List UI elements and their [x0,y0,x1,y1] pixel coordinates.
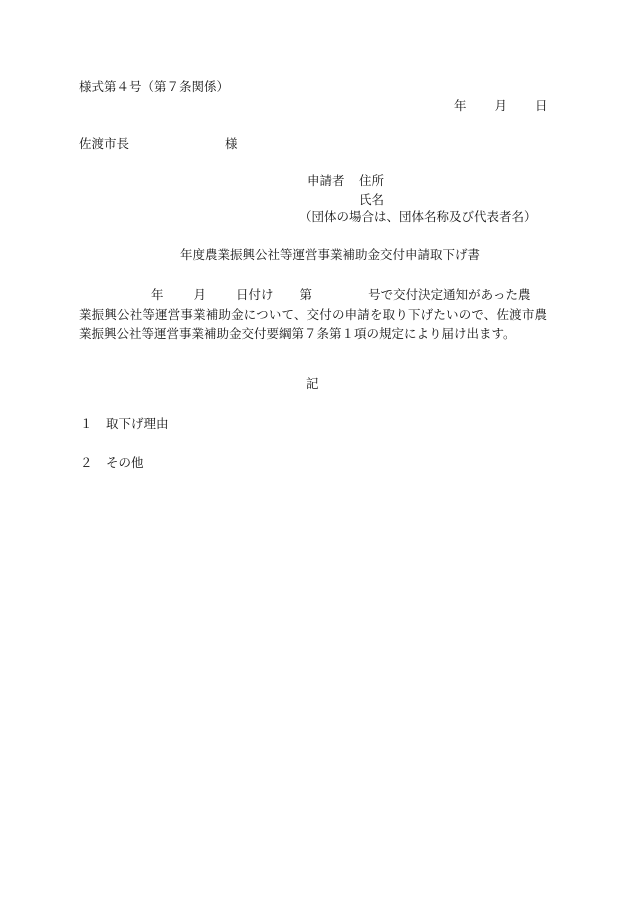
name-label: 氏名 [359,192,385,207]
item-number: ２ [80,455,93,470]
date-year-label: 年 [454,98,467,113]
body-first-line [79,285,547,305]
item-number: １ [80,416,93,431]
body-year: 年 [151,287,164,302]
item-label: その他 [106,455,144,470]
item-label: 取下げ理由 [106,416,169,431]
date-line [454,100,548,113]
body-paragraph [79,285,547,344]
body-month: 月 [193,287,207,302]
list-item [80,418,169,431]
form-number: 様式第４号（第７条関係） [79,79,230,94]
group-note: （団体の場合は、団体名称及び代表者名） [299,209,537,224]
body-rest: 業振興公社等運営事業補助金について、交付の申請を取り下げたいので、佐渡市農業振興公社等運営事業補助金交付要綱第７条第１項の規定により届け出ます。 [79,306,547,341]
address-label: 住所 [359,173,385,188]
ki-heading: 記 [306,376,319,391]
applicant-label: 申請者 [307,173,345,188]
addressee-honorific: 様 [225,136,238,151]
body-number-suffix: 号で交付決定通知があった農 [368,287,531,302]
date-month-label: 月 [494,98,508,113]
body-number-prefix: 第 [299,287,313,302]
addressee-title: 佐渡市長 [79,136,130,151]
addressee [79,136,238,151]
document-title: 年度農業振興公社等運営事業補助金交付申請取下げ書 [180,247,481,262]
body-date-suffix: 日付け [236,287,274,302]
date-day-label: 日 [535,98,548,113]
list-item [80,457,144,470]
